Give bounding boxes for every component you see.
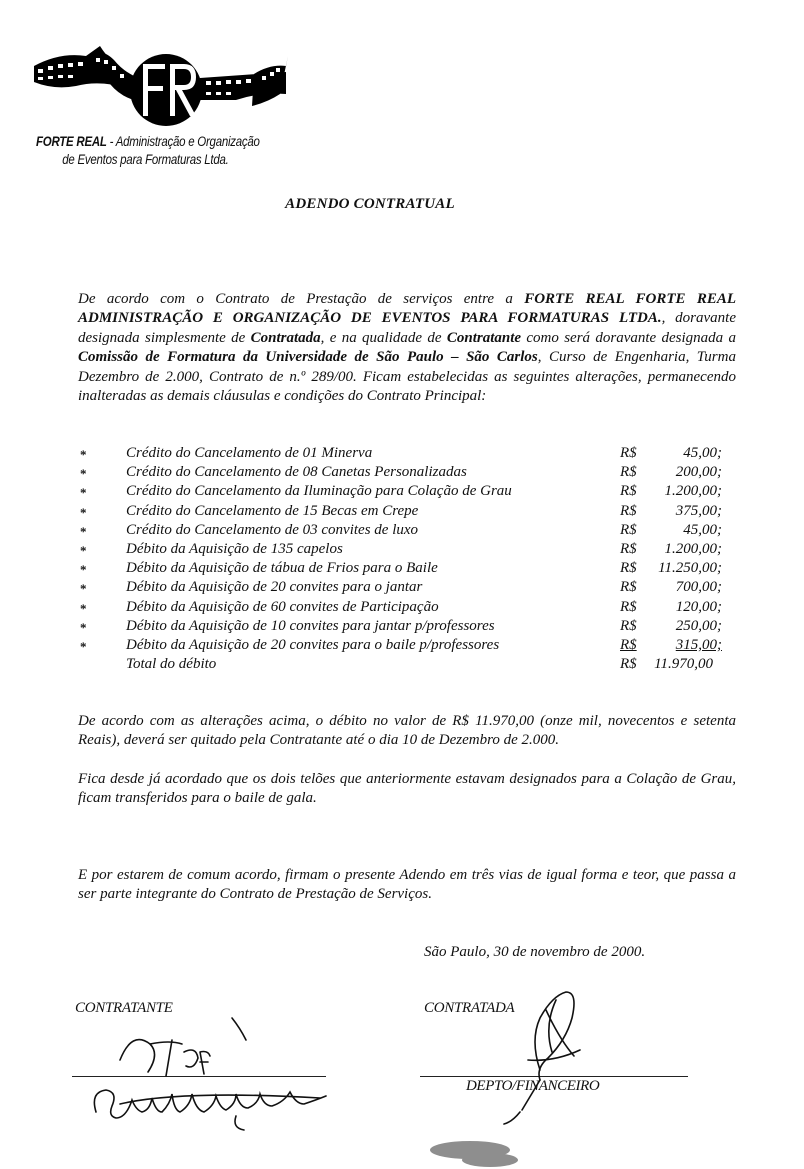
item-description: Débito da Aquisição de 10 convites para jantar p/professores xyxy=(126,617,495,634)
item-description: Débito da Aquisição de 20 convites para o jantar xyxy=(126,579,423,596)
intro-contratada: Contratada xyxy=(250,329,321,346)
bullet: * xyxy=(80,504,87,520)
list-item xyxy=(78,444,738,463)
item-currency: R$ xyxy=(620,636,637,653)
item-currency: R$ xyxy=(620,483,637,500)
list-item xyxy=(78,617,738,636)
contratante-label: CONTRATANTE xyxy=(75,1000,173,1016)
total-currency: R$ xyxy=(620,656,637,673)
bullet: * xyxy=(80,600,87,616)
bullet: * xyxy=(80,523,87,539)
item-amount: 11.250,00; xyxy=(658,560,722,577)
intro-commission: Comissão de Formatura da Universidade de São Paulo – São Carlos xyxy=(78,349,538,366)
items-list xyxy=(78,444,738,674)
list-item xyxy=(78,482,738,501)
total-amount: 11.970,00 xyxy=(654,656,713,673)
intro-paragraph xyxy=(78,290,736,406)
item-currency: R$ xyxy=(620,445,637,461)
item-amount: 45,00; xyxy=(683,445,722,461)
intro-text-1: De acordo com o Contrato de Prestação de serviços entre a xyxy=(78,291,525,307)
contratante-signature-icon xyxy=(94,1018,326,1130)
list-item xyxy=(78,636,738,655)
bullet: * xyxy=(80,581,87,597)
item-description: Débito da Aquisição de 60 convites de Participação xyxy=(126,598,439,615)
item-amount: 1.200,00; xyxy=(664,483,722,500)
company-name xyxy=(36,132,260,168)
item-amount: 120,00; xyxy=(675,598,722,615)
item-currency: R$ xyxy=(620,598,637,615)
closing-paragraph: E por estarem de comum acordo, firmam o presente Adendo em três vias de igual forma e teor, que passa a ser parte integrante do Contrato de Prestação de Serviços. xyxy=(78,867,736,903)
list-item xyxy=(78,540,738,559)
total-label: Total do débito xyxy=(126,656,217,673)
forte-real-logo xyxy=(30,42,290,134)
item-currency: R$ xyxy=(620,579,637,596)
film-strip-left-icon xyxy=(34,46,134,100)
list-item xyxy=(78,559,738,578)
bullet: * xyxy=(80,542,87,558)
list-item xyxy=(78,598,738,617)
document-title: ADENDO CONTRATUAL xyxy=(285,196,455,212)
list-item xyxy=(78,502,738,521)
bullet: * xyxy=(80,466,87,482)
intro-company-name: FORTE REAL FORTE REAL ADMINISTRAÇÃO E ORGANIZAÇÃO DE EVENTOS PARA FORMATURAS LTDA. xyxy=(78,291,737,327)
date-line: São Paulo, 30 de novembro de 2000. xyxy=(424,944,646,960)
item-currency: R$ xyxy=(620,464,637,481)
company-line1-rest: - Administração e Organização xyxy=(106,133,260,149)
bullet: * xyxy=(80,619,87,635)
item-description: Débito da Aquisição de tábua de Frios para o Baile xyxy=(126,560,438,577)
film-strip-right-icon xyxy=(200,56,288,106)
teloes-paragraph: Fica desde já acordado que os dois telões que anteriormente estavam designados para a Colação de Grau, ficam transferidos para o baile de gala. xyxy=(78,771,736,807)
contratante-signature-line xyxy=(72,1076,326,1077)
bullet: * xyxy=(80,638,87,654)
item-description: Crédito do Cancelamento de 15 Becas em Crepe xyxy=(126,502,419,519)
contratada-signature-line xyxy=(420,1076,688,1077)
item-currency: R$ xyxy=(620,617,637,634)
item-currency: R$ xyxy=(620,540,637,557)
debt-paragraph: De acordo com as alterações acima, o débito no valor de R$ 11.970,00 (onze mil, novecentos e setenta Reais), deverá ser quitado pela Contratante até o dia 10 de Dezembro de 2.000. xyxy=(78,713,736,749)
item-currency: R$ xyxy=(620,560,637,577)
total-row xyxy=(78,655,738,674)
item-amount: 200,00; xyxy=(675,464,722,481)
item-currency: R$ xyxy=(620,521,637,538)
item-description: Débito da Aquisição de 20 convites para o baile p/professores xyxy=(126,636,500,653)
list-item xyxy=(78,463,738,482)
item-description: Débito da Aquisição de 135 capelos xyxy=(126,540,343,557)
intro-contratante: Contratante xyxy=(446,329,522,346)
item-description: Crédito do Cancelamento de 08 Canetas Personalizadas xyxy=(126,464,467,481)
item-description: Crédito do Cancelamento de 01 Minerva xyxy=(126,445,373,461)
item-amount: 700,00; xyxy=(675,579,722,596)
intro-text-4: como será doravante designada a xyxy=(521,329,736,346)
item-description: Crédito do Cancelamento de 03 convites de luxo xyxy=(126,521,419,538)
item-amount: 1.200,00; xyxy=(664,540,722,557)
contratada-signature-icon xyxy=(504,992,580,1124)
bullet: * xyxy=(80,485,87,501)
company-brand: FORTE REAL xyxy=(36,133,107,149)
list-item xyxy=(78,578,738,597)
company-line2: de Eventos para Formaturas Ltda. xyxy=(62,151,229,167)
intro-text-3: , e na qualidade de xyxy=(320,329,447,346)
item-amount: 375,00; xyxy=(675,502,722,519)
stamp-smudge-icon xyxy=(430,1141,518,1167)
item-amount: 250,00; xyxy=(675,617,722,634)
bullet: * xyxy=(80,447,87,462)
item-amount: 315,00; xyxy=(675,636,722,653)
contratada-label: CONTRATADA xyxy=(424,1000,515,1016)
bullet: * xyxy=(80,562,87,578)
list-item xyxy=(78,521,738,540)
item-amount: 45,00; xyxy=(683,521,722,538)
fr-emblem-icon xyxy=(130,54,202,126)
item-description: Crédito do Cancelamento da Iluminação para Colação de Grau xyxy=(126,483,512,500)
intro-text-5: , Curso de Engenharia, Turma Dezembro de 2.000, Contrato de n.º 289/00. Ficam estabelecidas as seguintes alterações, permanecendo inalteradas as demais cláusulas e condições do Contrato Principal: xyxy=(78,349,736,405)
intro-text-2: , doravante designada simplesmente de xyxy=(78,310,736,346)
item-currency: R$ xyxy=(620,502,637,519)
contratada-department: DEPTO/FINANCEIRO xyxy=(466,1078,600,1094)
